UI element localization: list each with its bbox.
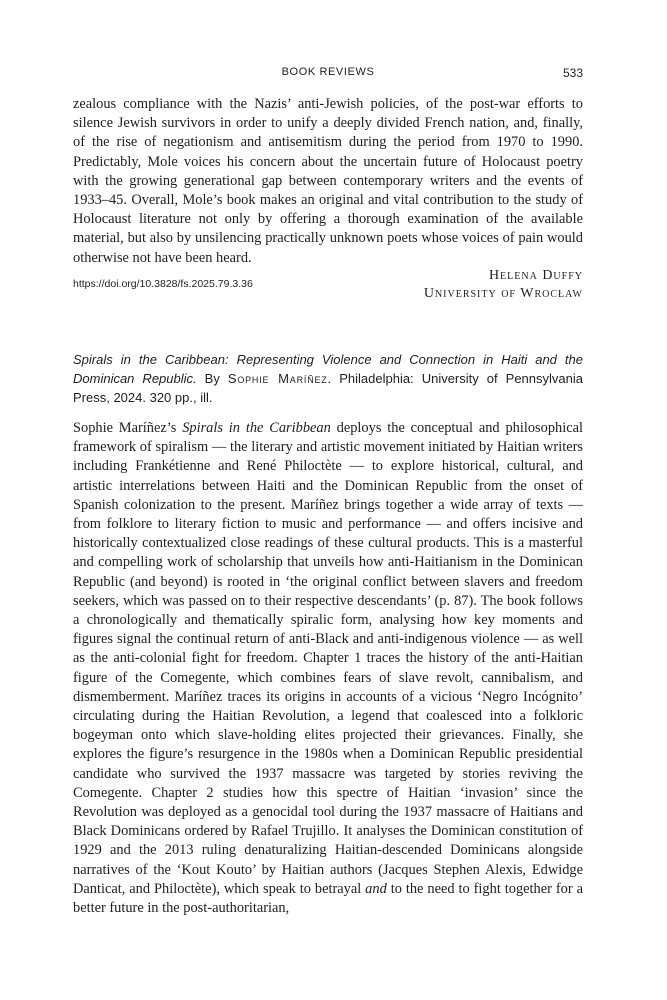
journal-page [73, 0, 583, 1000]
reviewer-name: Helena Duffy [488, 268, 583, 283]
publication-details: . Philadelphia: University of Pennsylvania Press, 2024. 320 pp., ill. [73, 371, 583, 405]
page-header [73, 66, 583, 82]
review-text-emphasis-and: and [365, 880, 387, 897]
review-text-part-3: to the need to fight together for a better future in the post-authoritarian, [73, 880, 583, 917]
reviewer-signature [73, 268, 583, 302]
reviewer-affiliation: University of Wrocław [423, 286, 583, 301]
book-title: Spirals in the Caribbean: Representing Violence and Connection in Haiti and the Dominican Republic. [73, 352, 583, 386]
running-head: BOOK REVIEWS [281, 66, 375, 78]
doi-link[interactable]: https://doi.org/10.3828/fs.2025.79.3.36 [73, 278, 253, 290]
previous-review-closing-paragraph: zealous compliance with the Nazis’ anti-Jewish policies, of the post-war efforts to silence Jewish survivors in order to unify a deeply divided French nation, and, finally, of the rise of negationism and antisemitism during the period from 1970 to 1990. Predictably, Mole voices his concern about the uncertain future of Holocaust poetry with the growing generational gap between contemporary writers and the events of 1933–45. Overall, Mole’s book makes an original and vital contribution to the study of Holocaust literature not only by offering a thorough examination of the available material, but also by unsilencing practically unknown poets whose voices of pain would otherwise not have been heard. [73, 96, 583, 266]
review-bibliographic-heading [73, 350, 583, 407]
review-body-paragraph [73, 419, 583, 918]
page-number: 533 [562, 66, 583, 80]
review-text-part-1: Sophie Maríñez’s [73, 420, 183, 436]
review-text-part-2: deploys the conceptual and philosophical framework of spiralism — the literary and artistic movement initiated by Haitian writers including Frankétienne and René Philoctète — to explore historical, cultural, and artistic interrelations between Haiti and the Dominican Republic from the onset of Spanish colonization to the present. Maríñez brings together a wide array of texts — from folklore to literary fiction to music and performance — and offers incisive and historically contextualized close readings of these cultural products. This is a masterful and compelling work of scholarship that unveils how anti-Haitianism in the Dominican Republic (and beyond) is rooted in ‘the original conflict between slavers and freedom seekers, which was passed on to their respective descendants’ (p. 87). The book follows a chronologically and thematically spiralic form, analysing how key moments and figures signal the continual return of anti-Black and anti-indigenous violence — as well as the anti-colonial fight for freedom. Chapter 1 traces the history of the anti-Haitian figure of the Comegente, which combines fears of slave revolt, cannibalism, and dismemberment. Maríñez traces its origins in accounts of a vicious ‘Negro Incógnito’ circulating during the Haitian Revolution, a legend that coalesced into a folkloric bogeyman onto which slave-holding elites projected their grievances. Finally, she explores the figure’s resurgence in the 1980s when a Dominican Republic presidential candidate who survived the 1937 massacre was targeted by stories reviving the Comegente. Chapter 2 studies how this spectre of Haitian ‘invasion’ since the Revolution was deployed as a genocidal tool during the 1937 massacre of Haitians and Black Dominicans ordered by Rafael Trujillo. It analyses the Dominican constitution of 1929 and the 2013 ruling denaturalizing Haitian-descended Dominicans alongside narratives of the ‘Kout Kouto’ by Haitian authors (Jacques Stephen Alexis, Edwidge Danticat, and Philoctète), which speak to betrayal [73, 420, 583, 897]
by-label: By [196, 371, 228, 386]
review-text-book-title: Spirals in the Caribbean [182, 420, 331, 436]
book-author: Sophie Maríñez [227, 371, 328, 386]
